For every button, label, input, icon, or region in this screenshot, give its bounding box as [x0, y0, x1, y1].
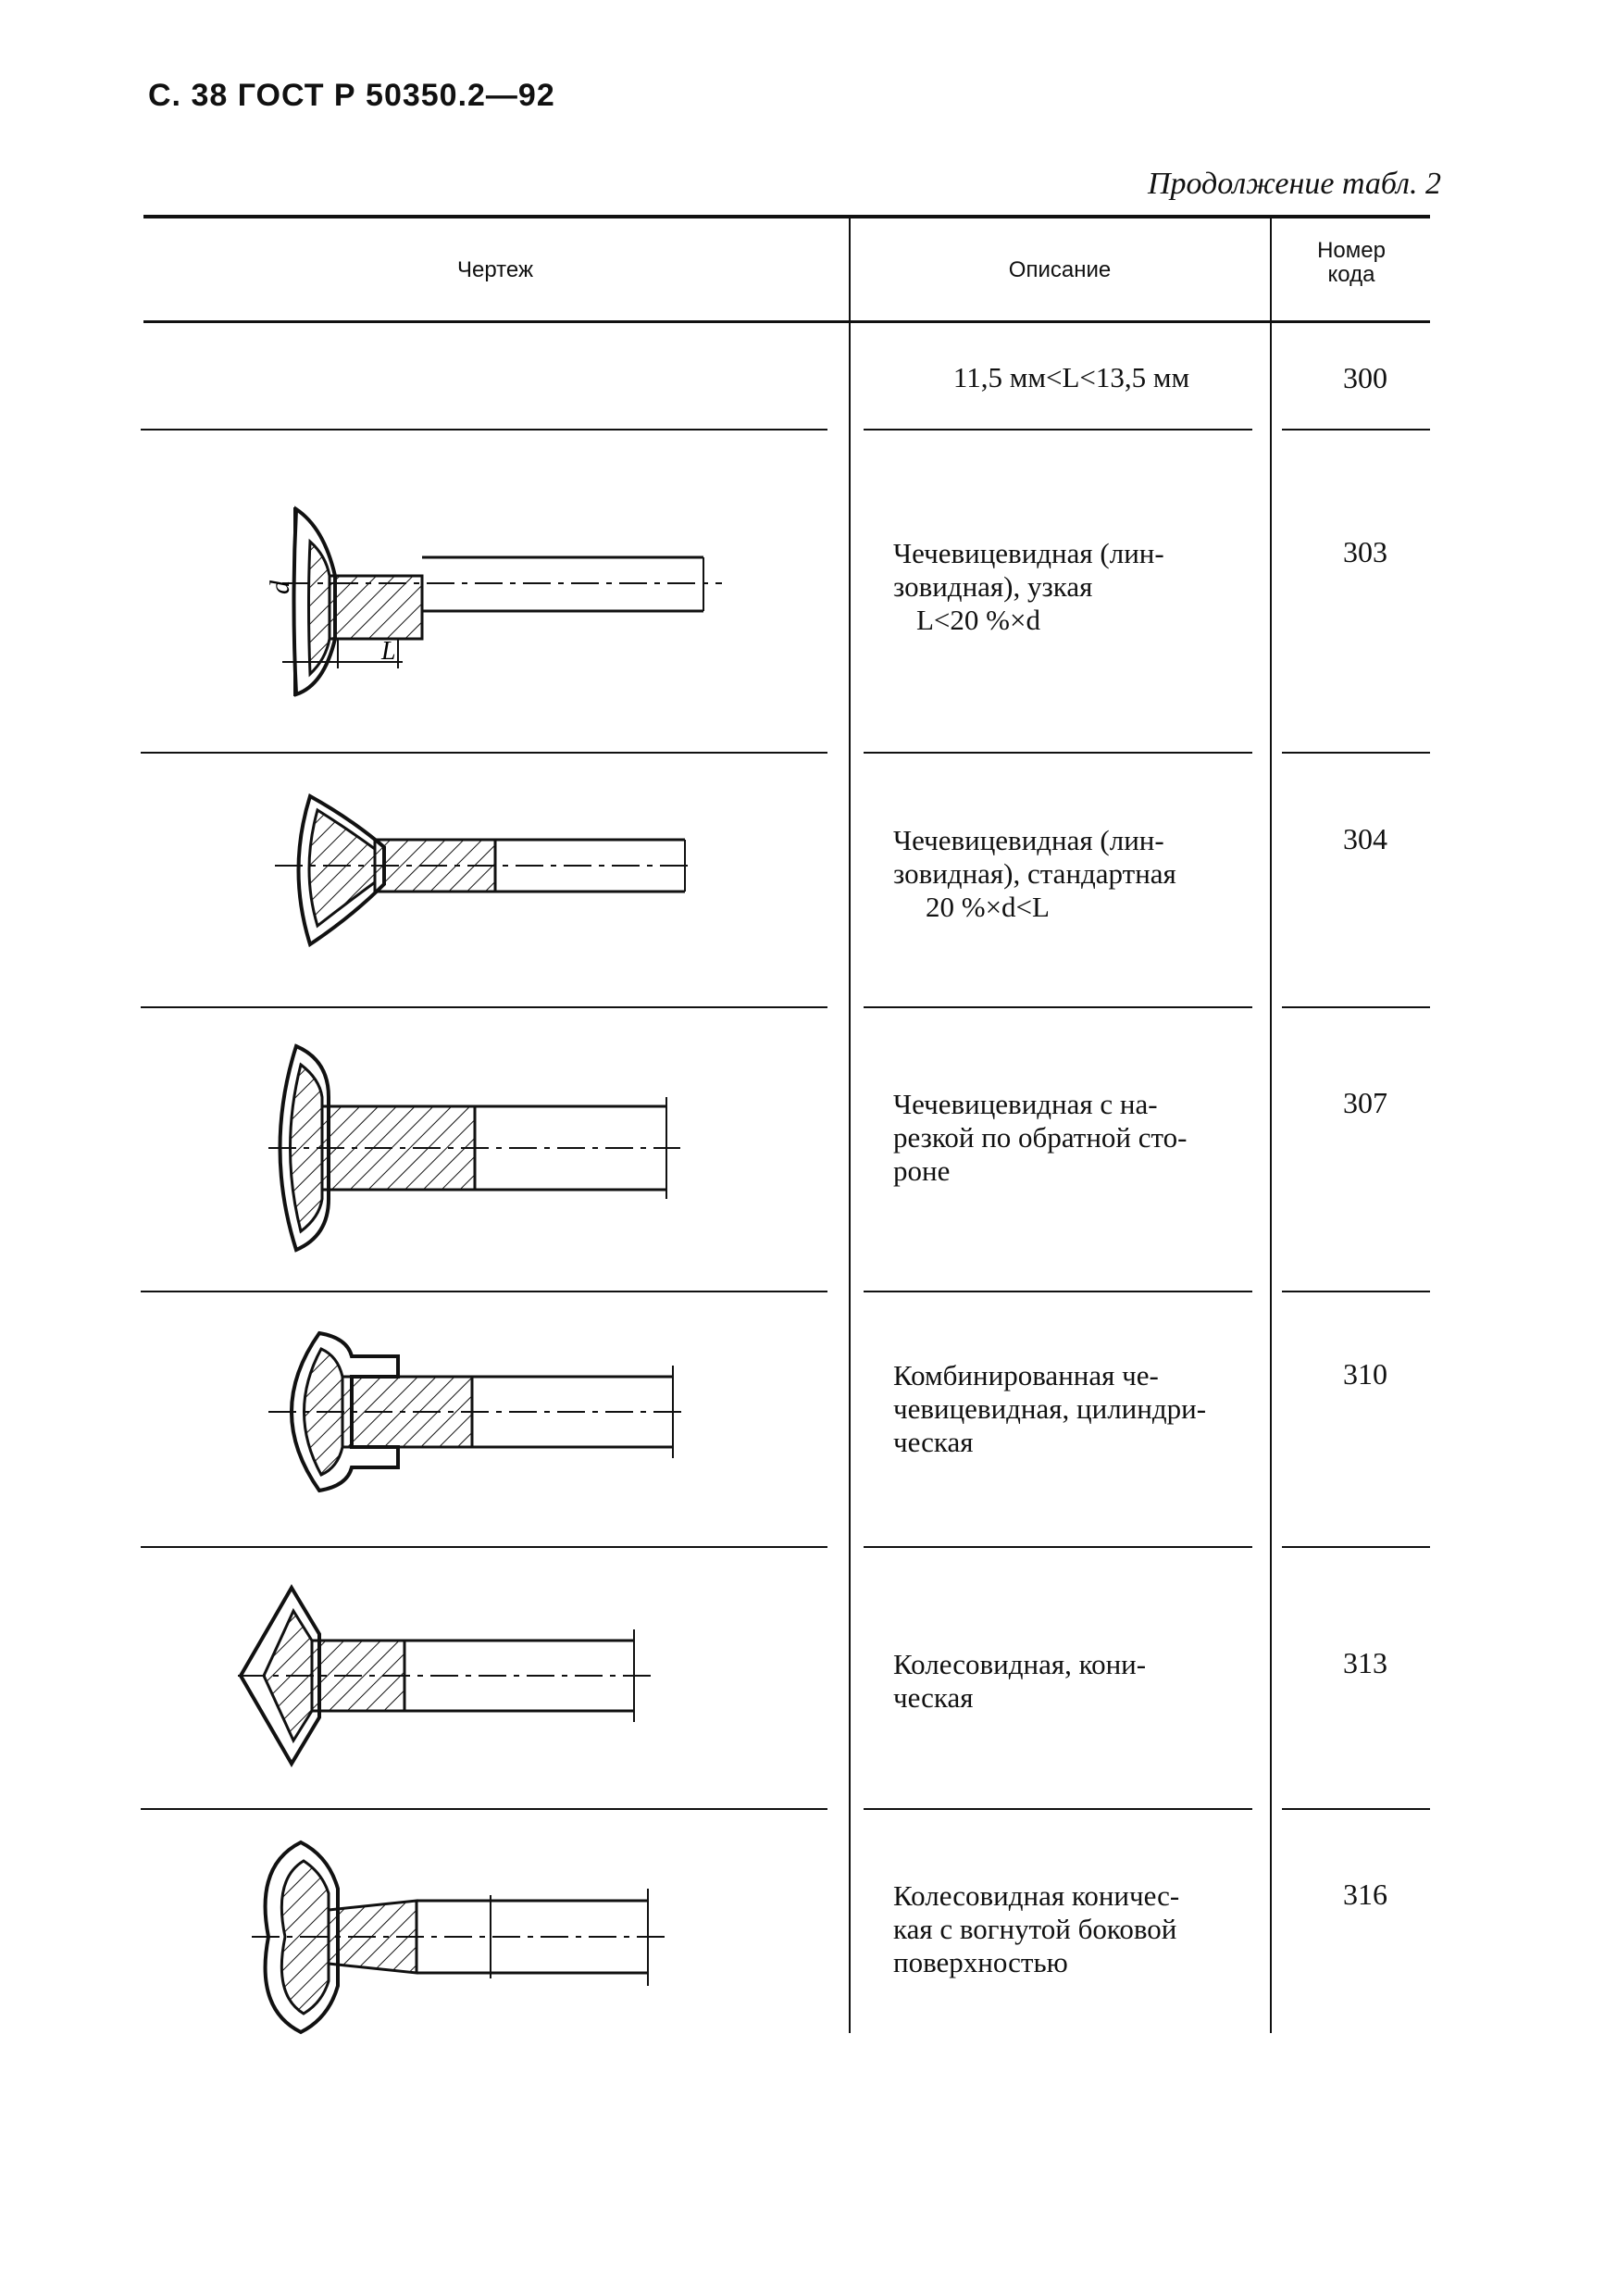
row-304-description: [893, 824, 1250, 924]
row-310-description-line-3: ческая: [893, 1426, 974, 1458]
row-separator: [864, 1006, 1252, 1008]
row-313-description-line-1: Колесовидная, кони-: [893, 1648, 1147, 1680]
row-307-description-line-3: роне: [893, 1154, 951, 1187]
drawing-313-wheel-conical-head: [236, 1583, 662, 1768]
row-separator: [141, 429, 827, 430]
table-header-bottom-rule: [143, 320, 1430, 323]
row-304-description-line-2: зовидная), стандартная: [893, 857, 1176, 890]
table-continuation-label: Продолжение табл. 2: [1147, 167, 1441, 201]
row-303-description: [893, 537, 1250, 637]
row-313-code: 313: [1343, 1646, 1387, 1679]
dimension-label-l: L: [381, 637, 396, 666]
row-separator: [141, 1808, 827, 1810]
row-307-description-line-2: резкой по обратной сто-: [893, 1121, 1188, 1154]
row-separator: [1282, 752, 1430, 754]
row-310-description-line-1: Комбинированная че-: [893, 1359, 1159, 1391]
row-separator: [1282, 1546, 1430, 1548]
row-303-description-line-2: зовидная), узкая: [893, 570, 1093, 603]
row-300-code: 300: [1343, 361, 1387, 394]
row-303-code: 303: [1343, 535, 1387, 568]
row-313-description-line-2: ческая: [893, 1681, 974, 1714]
column-header-code-line1: Номер: [1317, 238, 1386, 263]
row-304-description-line-3: 20 %×d<L: [926, 891, 1050, 923]
column-header-description: Описание: [1008, 257, 1112, 282]
row-separator: [1282, 429, 1430, 430]
dimension-label-d: d: [265, 580, 295, 594]
row-307-description-line-1: Чечевицевидная с на-: [893, 1088, 1158, 1120]
column-header-code-line2: кода: [1327, 262, 1375, 287]
row-separator: [1282, 1808, 1430, 1810]
row-303-description-line-1: Чечевицевидная (лин-: [893, 537, 1164, 569]
row-separator: [864, 429, 1252, 430]
row-313-description: [893, 1648, 1250, 1715]
row-separator: [864, 1808, 1252, 1810]
row-separator: [141, 1546, 827, 1548]
row-separator: [864, 1291, 1252, 1292]
drawing-307-lens-head-backside-notch: [259, 1042, 685, 1254]
row-316-description: [893, 1879, 1250, 1979]
row-separator: [141, 1006, 827, 1008]
row-304-description-line-1: Чечевицевидная (лин-: [893, 824, 1164, 856]
column-header-drawing: Чертеж: [456, 257, 534, 282]
row-303-description-line-3: L<20 %×d: [916, 604, 1040, 636]
row-316-description-line-1: Колесовидная коничес-: [893, 1879, 1180, 1912]
row-separator: [141, 752, 827, 754]
row-separator: [1282, 1291, 1430, 1292]
drawing-310-combined-lens-cylindrical-head: [264, 1329, 690, 1495]
column-divider-2: [1270, 218, 1272, 2033]
column-header-code: [1273, 239, 1430, 287]
table-top-rule: [143, 215, 1430, 218]
row-304-code: 304: [1343, 822, 1387, 855]
row-separator: [864, 1546, 1252, 1548]
drawing-303-narrow-lens-head: [265, 500, 731, 704]
row-310-code: 310: [1343, 1357, 1387, 1391]
row-300-description: 11,5 мм<L<13,5 мм: [952, 361, 1190, 393]
page-header: С. 38 ГОСТ Р 50350.2—92: [148, 78, 555, 113]
row-307-description: [893, 1088, 1250, 1188]
row-316-description-line-3: поверхностью: [893, 1946, 1068, 1978]
row-316-code: 316: [1343, 1878, 1387, 1911]
row-separator: [1282, 1006, 1430, 1008]
column-divider-1: [849, 218, 851, 2033]
row-316-description-line-2: кая с вогнутой боковой: [893, 1913, 1177, 1945]
row-307-code: 307: [1343, 1086, 1387, 1119]
row-separator: [141, 1291, 827, 1292]
row-310-description: [893, 1359, 1250, 1459]
row-310-description-line-2: чевицевидная, цилиндри-: [893, 1392, 1207, 1425]
drawing-316-wheel-conical-concave-head: [250, 1838, 676, 2037]
row-separator: [864, 752, 1252, 754]
drawing-304-standard-lens-head: [273, 792, 699, 949]
